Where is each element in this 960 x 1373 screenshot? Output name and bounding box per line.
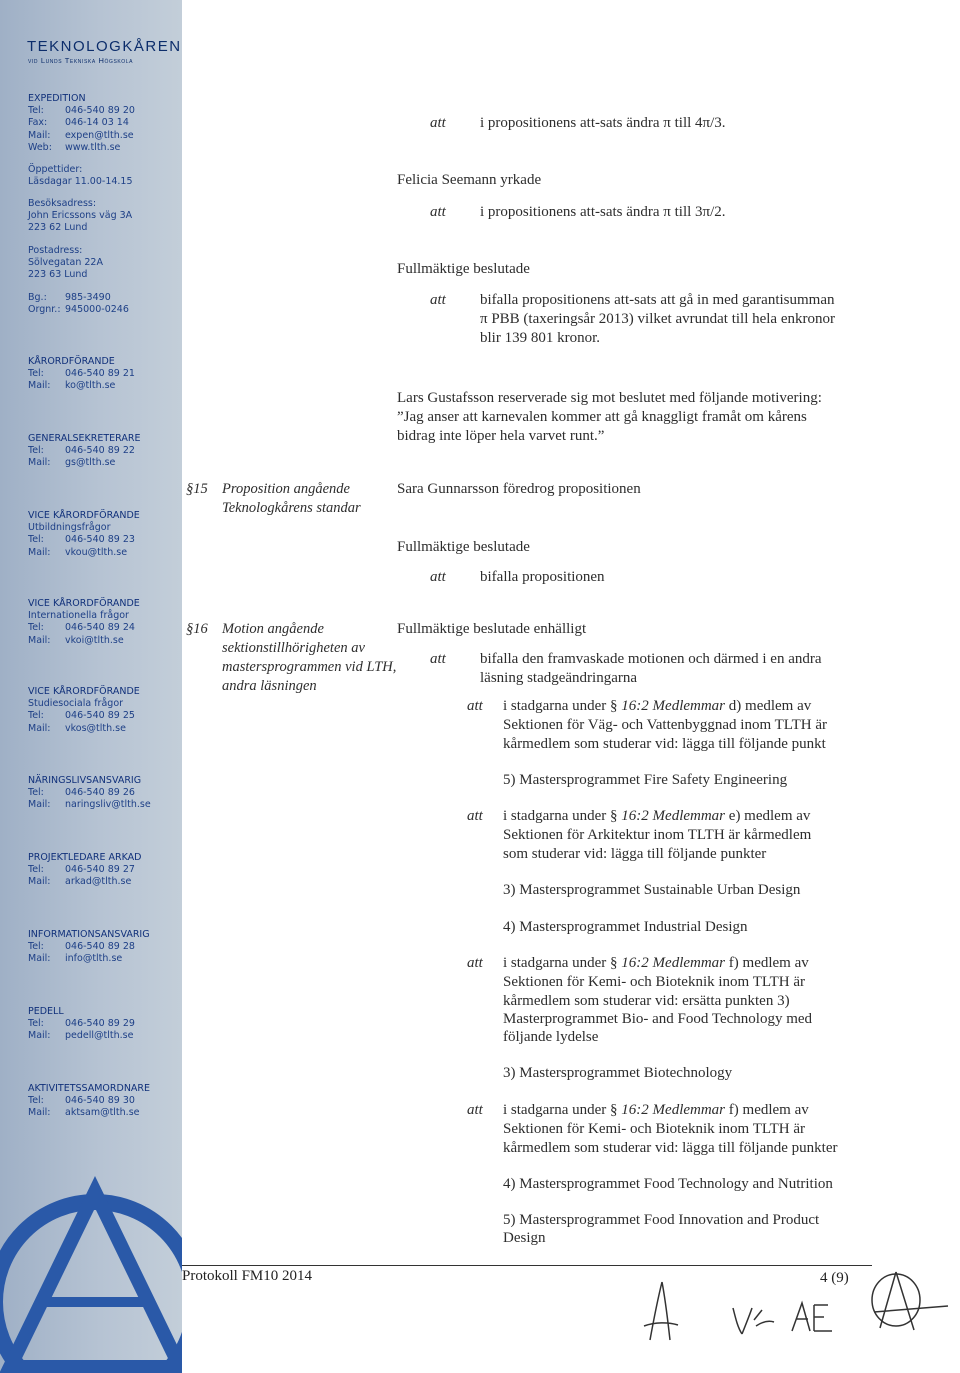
section-title: mastersprogrammen vid LTH,	[222, 659, 397, 675]
contact-mail[interactable]: Mail: vkou@tlth.se	[28, 546, 128, 558]
contact-role: NÄRINGSLIVSANSVARIG	[28, 775, 142, 786]
contact-role: VICE KÅRORDFÖRANDE	[28, 510, 140, 521]
contact-role: AKTIVITETSSAMORDNARE	[28, 1083, 151, 1094]
footer-page-number: 4 (9)	[820, 1270, 849, 1286]
statute-reference: 16:2 Medlemmar	[621, 1102, 726, 1118]
statute-amendment: Masterprogrammet Bio- and Food Technology med	[503, 1011, 813, 1027]
att-marker: att	[467, 698, 483, 714]
att-marker: att	[430, 569, 446, 585]
post-city: 223 63 Lund	[28, 269, 88, 281]
decision-heading: Fullmäktige beslutade	[397, 261, 530, 277]
motion-proposer: Felicia Seemann yrkade	[397, 172, 542, 188]
visit-heading: Besöksadress:	[28, 198, 97, 209]
section-title: sektionstillhörigheten av	[222, 640, 365, 656]
contact-block	[28, 1083, 150, 1120]
visit-city: 223 62 Lund	[28, 222, 88, 234]
statute-amendment: i stadgarna under § 16:2 Medlemmar f) medlem av	[503, 955, 809, 971]
contact-mail[interactable]: Mail: aktsam@tlth.se	[28, 1107, 140, 1119]
programme-item: Design	[503, 1230, 546, 1246]
contact-block	[28, 686, 140, 735]
decision-text: bifalla propositionens att-sats att gå in med garantisumman	[480, 292, 835, 308]
section-sign: §	[610, 808, 618, 824]
signature-initials-icon	[728, 1300, 778, 1340]
amendment-text: i propositionens att-sats ändra π till 4π/3.	[480, 115, 726, 131]
contact-block	[28, 929, 150, 966]
statute-amendment: följande lydelse	[503, 1029, 599, 1045]
contact-mail[interactable]: Mail: arkad@tlth.se	[28, 876, 132, 888]
amendment-text: i propositionens att-sats ändra π till 3π/2.	[480, 204, 726, 220]
post-street: Sölvegatan 22A	[28, 257, 103, 269]
section-16-heading-cont	[222, 639, 365, 658]
programme-item: 3) Mastersprogrammet Sustainable Urban Design	[503, 882, 801, 898]
programme-item: 4) Mastersprogrammet Industrial Design	[503, 919, 748, 935]
contact-block	[28, 1006, 135, 1043]
contact-tel: Tel: 046-540 89 25	[28, 710, 135, 722]
contact-block	[28, 433, 140, 470]
att-marker: att	[467, 808, 483, 824]
section-title: andra läsningen	[222, 678, 317, 694]
decision-text: läsning stadgeändringarna	[480, 670, 638, 686]
section-sign: §	[610, 1102, 618, 1118]
section-number: §16	[186, 621, 208, 637]
att-marker: att	[430, 115, 446, 131]
hours-heading: Öppettider:	[28, 164, 83, 175]
statute-amendment: Sektionen för Kemi- och Bioteknik inom TLTH är	[503, 1121, 806, 1137]
statute-amendment: Sektionen för Arkitektur inom TLTH är kårmedlem	[503, 827, 812, 843]
statute-amendment: i stadgarna under § 16:2 Medlemmar f) medlem av	[503, 1102, 809, 1118]
contact-role: INFORMATIONSANSVARIG	[28, 929, 150, 940]
statute-amendment: Sektionen för Kemi- och Bioteknik inom TLTH är	[503, 974, 806, 990]
contact-mail[interactable]: Mail: naringsliv@tlth.se	[28, 799, 151, 811]
contact-role: VICE KÅRORDFÖRANDE	[28, 686, 140, 697]
contact-tel: Tel: 046-540 89 27	[28, 864, 135, 876]
att-marker: att	[430, 292, 446, 308]
contact-mail[interactable]: Mail: ko@tlth.se	[28, 380, 116, 392]
expedition-heading: EXPEDITION	[28, 93, 86, 104]
decision-text: bifalla den framvaskade motionen och därmed i en andra	[480, 651, 822, 667]
contact-block	[28, 356, 135, 393]
hours-value: Läsdagar 11.00-14.15	[28, 176, 133, 188]
programme-item: 5) Mastersprogrammet Food Innovation and Product	[503, 1212, 820, 1228]
expedition-fax: Fax: 046-14 03 14	[28, 117, 129, 129]
programme-item: 5) Mastersprogrammet Fire Safety Engineering	[503, 772, 788, 788]
org-number: Orgnr.: 945000-0246	[28, 304, 129, 316]
section-title: Teknologkårens standar	[222, 500, 361, 516]
contact-block	[28, 598, 140, 647]
logo-icon	[0, 1152, 182, 1373]
contact-role: VICE KÅRORDFÖRANDE	[28, 598, 140, 609]
att-marker: att	[430, 651, 446, 667]
org-subtitle: vid Lunds Tekniska Högskola	[28, 56, 134, 65]
contact-block	[28, 510, 140, 559]
decision-text: bifalla propositionen	[480, 569, 605, 585]
att-marker: att	[467, 1102, 483, 1118]
contact-tel: Tel: 046-540 89 28	[28, 941, 135, 953]
contact-role: PROJEKTLEDARE ARKAD	[28, 852, 142, 863]
contact-tel: Tel: 046-540 89 22	[28, 445, 135, 457]
expedition-block	[28, 93, 135, 154]
signature-initials-icon	[860, 1268, 952, 1338]
section-16-heading	[186, 620, 324, 639]
contact-role: KÅRORDFÖRANDE	[28, 356, 115, 367]
section-number: §15	[186, 481, 208, 497]
letterhead-sidebar	[0, 0, 182, 1373]
opening-hours	[28, 164, 133, 188]
section-title: Proposition angående	[222, 481, 350, 497]
att-marker: att	[467, 955, 483, 971]
contact-tel: Tel: 046-540 89 29	[28, 1018, 135, 1030]
programme-item: 3) Mastersprogrammet Biotechnology	[503, 1065, 733, 1081]
statute-amendment: Sektionen för Väg- och Vattenbyggnad inom TLTH är	[503, 717, 827, 733]
statute-reference: 16:2 Medlemmar	[621, 955, 726, 971]
visit-street: John Ericssons väg 3A	[28, 210, 133, 222]
contact-tel: Tel: 046-540 89 24	[28, 622, 135, 634]
contact-area: Utbildningsfrågor	[28, 522, 111, 534]
signature-initials-icon	[788, 1297, 838, 1337]
footer-divider	[182, 1265, 872, 1266]
section-16-heading-cont	[222, 677, 317, 696]
statute-amendment: i stadgarna under § 16:2 Medlemmar e) medlem av	[503, 808, 811, 824]
section-sign: §	[610, 698, 618, 714]
contact-block	[28, 775, 151, 812]
expedition-tel: Tel: 046-540 89 20	[28, 105, 135, 117]
contact-mail[interactable]: Mail: vkos@tlth.se	[28, 722, 126, 734]
programme-item: 4) Mastersprogrammet Food Technology and Nutrition	[503, 1176, 833, 1192]
contact-area: Studiesociala frågor	[28, 698, 124, 710]
decision-heading: Fullmäktige beslutade enhälligt	[397, 621, 587, 637]
contact-area: Internationella frågor	[28, 610, 129, 622]
section-title: Motion angående	[222, 621, 324, 637]
statute-amendment: kårmedlem som studerar vid: lägga till följande punkter	[503, 1140, 838, 1156]
contact-tel: Tel: 046-540 89 26	[28, 787, 135, 799]
statute-reference: 16:2 Medlemmar	[621, 698, 726, 714]
statute-reference: 16:2 Medlemmar	[621, 808, 726, 824]
bankgiro: Bg.: 985-3490	[28, 292, 111, 303]
signature-initials-icon	[640, 1278, 680, 1348]
contact-tel: Tel: 046-540 89 23	[28, 534, 135, 546]
footer-document-title: Protokoll FM10 2014	[182, 1268, 313, 1284]
contact-tel: Tel: 046-540 89 21	[28, 368, 135, 380]
section-16-heading-cont	[222, 658, 396, 677]
bank-info	[28, 292, 129, 316]
visit-address	[28, 198, 132, 235]
decision-heading: Fullmäktige beslutade	[397, 539, 530, 555]
contact-tel: Tel: 046-540 89 30	[28, 1095, 135, 1107]
section-15-heading-cont	[222, 499, 361, 518]
section-15-heading	[186, 480, 350, 499]
reservation-text: Lars Gustafsson reserverade sig mot beslutet med följande motivering:	[397, 390, 822, 406]
statute-amendment: i stadgarna under § 16:2 Medlemmar d) medlem av	[503, 698, 812, 714]
statute-amendment: som studerar vid: lägga till följande punkter	[503, 846, 767, 862]
presenter-text: Sara Gunnarsson föredrog propositionen	[397, 481, 641, 497]
contact-mail[interactable]: Mail: info@tlth.se	[28, 953, 123, 965]
decision-text: π PBB (taxeringsår 2013) vilket avrundat till hela enkronor	[480, 311, 835, 327]
reservation-text: bidrag inte löper hela varvet runt.”	[397, 428, 605, 444]
expedition-web[interactable]: Web: www.tlth.se	[28, 141, 121, 153]
expedition-mail[interactable]: Mail: expen@tlth.se	[28, 129, 134, 141]
contact-block	[28, 852, 141, 889]
statute-amendment: kårmedlem som studerar vid: lägga till följande punkt	[503, 736, 826, 752]
statute-amendment: kårmedlem som studerar vid: ersätta punkten 3)	[503, 993, 790, 1009]
decision-text: blir 139 801 kronor.	[480, 330, 600, 346]
postal-address	[28, 245, 103, 282]
section-sign: §	[610, 955, 618, 971]
att-marker: att	[430, 204, 446, 220]
post-heading: Postadress:	[28, 245, 83, 256]
contact-mail[interactable]: Mail: pedell@tlth.se	[28, 1030, 134, 1042]
contact-mail[interactable]: Mail: gs@tlth.se	[28, 457, 116, 469]
reservation-text: ”Jag anser att karnevalen kommer att gå knaggligt framåt om kårens	[397, 409, 807, 425]
contact-mail[interactable]: Mail: vkoi@tlth.se	[28, 634, 124, 646]
org-title: TEKNOLOGKÅREN	[27, 38, 182, 55]
contact-role: PEDELL	[28, 1006, 64, 1017]
contact-role: GENERALSEKRETERARE	[28, 433, 141, 444]
